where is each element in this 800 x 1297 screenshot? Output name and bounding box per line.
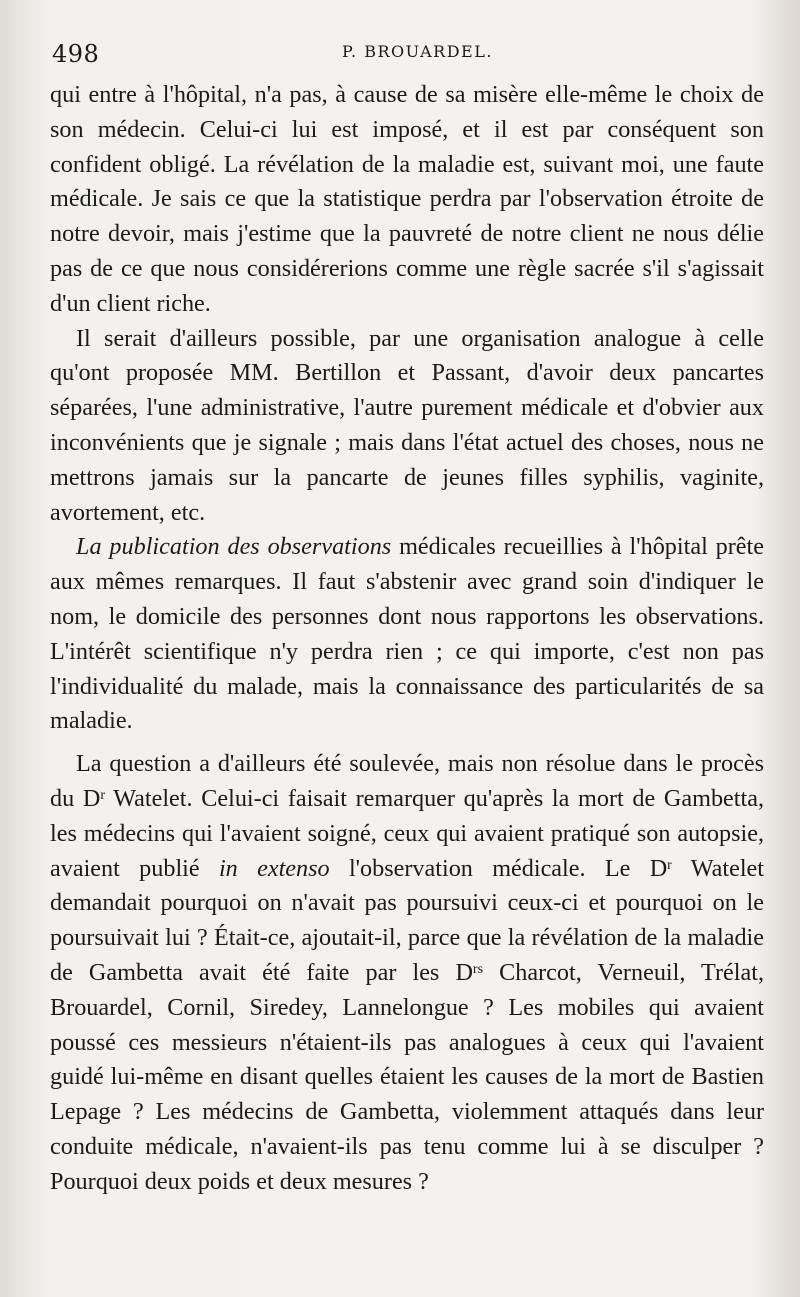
superscript-rs: rs <box>472 961 484 977</box>
paragraph-4-part-a: La question a d'ailleurs été soulevée, mais non résolue dans le procès du D <box>50 750 764 812</box>
paragraph-4-italic: in extenso <box>218 854 330 882</box>
page-number: 498 <box>52 40 100 68</box>
paragraph-4 <box>50 747 764 1199</box>
paragraph-4-part-d: Watelet demandait pourquoi on n'avait pas poursuivi ceux-ci et pourquoi on le poursuivait lui ? Était-ce, ajoutait-il, parce que la révélation de la maladie de Gambetta avait été faite par les D <box>50 854 764 986</box>
superscript-r-2: r <box>667 857 672 873</box>
paragraph-4-part-e: Charcot, Verneuil, Trélat, Brouardel, Cornil, Siredey, Lannelongue ? Les mobiles qui avaient poussé ces messieurs n'étaient-ils pas analogues à ceux qui l'avaient guidé lui-même en disant quelles étaient les causes de la mort de Bastien Lepage ? Les médecins de Gambetta, violemment attaqués dans leur conduite médicale, n'avaient-ils pas tenu comme lui à se disculper ? Pourquoi deux poids et deux mesures ? <box>50 958 764 1195</box>
paragraph-3 <box>50 530 764 739</box>
paragraph-4-part-b: Watelet. Celui-ci faisait remarquer qu'après la mort de Gambetta, les médecins qui l'avaient soigné, ceux qui avaient pratiqué son autopsie, avaient publié <box>50 784 764 882</box>
paragraph-2: Il serait d'ailleurs possible, par une organisation analogue à celle qu'ont proposée MM. Bertillon et Passant, d'avoir deux pancartes séparées, l'une administrative, l'autre purement médicale et d'obvier aux inconvénients que je signale ; mais dans l'état actuel des choses, nous ne mettrons jamais sur la pancarte de jeunes filles syphilis, vaginite, avortement, etc. <box>50 324 764 526</box>
paragraph-4-part-c: l'observation médicale. Le D <box>329 854 668 882</box>
paragraph-3-italic: La publication des observations <box>76 533 392 561</box>
page-header <box>52 36 760 76</box>
paragraph-3-text: médicales recueillies à l'hôpital prête aux mêmes remarques. Il faut s'abstenir avec grand soin d'indiquer le nom, le domicile des personnes dont nous rapportons les observations. L'intérêt scientifique n'y perdra rien ; ce qui importe, c'est non pas l'individualité du malade, mais la connaissance des particularités de sa maladie. <box>50 533 765 735</box>
superscript-r-1: r <box>100 787 106 803</box>
page-body <box>50 78 764 1200</box>
running-head: P. BROUARDEL. <box>342 42 493 61</box>
paragraph-1: qui entre à l'hôpital, n'a pas, à cause de sa misère elle-même le choix de son médecin. Celui-ci lui est imposé, et il est par conséquent son confident obligé. La révélation de la maladie est, suivant moi, une faute médicale. Je sais ce que la statistique perdra par l'observation étroite de notre devoir, mais j'estime que la pauvreté de notre client ne nous délie pas de ce que nous considérerions comme une règle sacrée s'il s'agissait d'un client riche. <box>50 81 764 317</box>
